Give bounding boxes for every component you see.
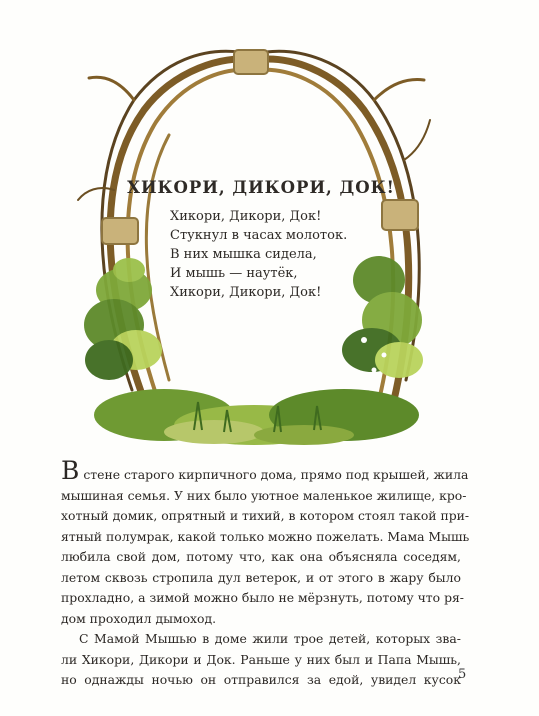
poem-block bbox=[124, 178, 404, 302]
poem-title: ХИКОРИ, ДИКОРИ, ДОК! bbox=[127, 178, 395, 197]
page-number: 5 bbox=[458, 667, 467, 682]
poem-line: Стукнул в часах молоток. bbox=[170, 228, 348, 243]
text-line: С Мамой Мышью в доме жили трое детей, которых зва- bbox=[79, 631, 461, 646]
text-line: В стене старого кирпичного дома, прямо под крышей, жила bbox=[61, 456, 469, 485]
text-line: прохладно, а зимой можно было не мёрзнуть, потому что ря- bbox=[61, 590, 464, 605]
story-paragraph bbox=[61, 629, 461, 691]
poem-line: Хикори, Дикори, Док! bbox=[170, 285, 322, 300]
text-line: но однажды ночью он отправился за едой, увидел кусок bbox=[61, 672, 461, 687]
text-line: летом сквозь стропила дул ветерок, и от этого в жару было bbox=[61, 569, 461, 585]
text-line: ятный полумрак, какой только можно пожелать. Мама Мышь bbox=[61, 528, 470, 544]
poem-line: В них мышка сидела, bbox=[170, 247, 317, 262]
text-line: ли Хикори, Дикори и Док. Раньше у них был и Папа Мышь, bbox=[61, 651, 461, 667]
text-line: мышиная семья. У них было уютное маленькое жилище, кро- bbox=[61, 487, 467, 503]
drop-cap: В bbox=[61, 456, 80, 485]
poem-lines bbox=[170, 207, 404, 302]
story-text bbox=[61, 456, 470, 691]
text-line: хотный домик, опрятный и тихий, в котором стоял такой при- bbox=[61, 508, 470, 523]
text-line: любила свой дом, потому что, как она объясняла соседям, bbox=[61, 549, 461, 564]
poem-line: И мышь — наутёк, bbox=[170, 266, 298, 281]
poem-line: Хикори, Дикори, Док! bbox=[170, 209, 322, 224]
text-line: дом проходил дымоход. bbox=[61, 610, 217, 626]
story-paragraph bbox=[61, 456, 470, 629]
